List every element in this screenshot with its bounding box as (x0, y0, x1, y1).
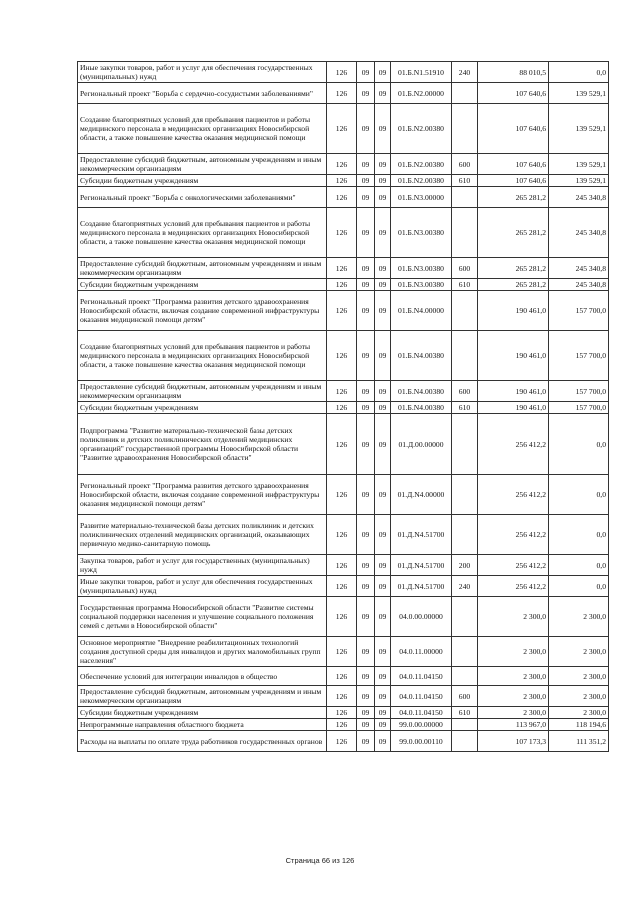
subsection-code: 09 (375, 279, 391, 291)
amount-year-2: 2 300,0 (549, 597, 609, 637)
row-name: Развитие материально-технической базы детских поликлиник и детских поликлинических отделений медицинских организаций, оказывающих первичную медико-санитарную помощь (78, 515, 327, 555)
amount-year-2: 139 529,1 (549, 154, 609, 175)
expense-type-code: 600 (452, 381, 478, 402)
grbs-code: 126 (327, 291, 357, 331)
grbs-code: 126 (327, 175, 357, 187)
amount-year-2: 2 300,0 (549, 637, 609, 667)
expense-type-code: 600 (452, 258, 478, 279)
grbs-code: 126 (327, 414, 357, 475)
table-row (78, 555, 609, 576)
table-body (78, 62, 609, 752)
expense-type-code: 610 (452, 175, 478, 187)
section-code: 09 (357, 637, 375, 667)
expense-type-code (452, 291, 478, 331)
table-row (78, 597, 609, 637)
target-article-code: 01.Б.N2.00380 (391, 154, 452, 175)
table-row (78, 414, 609, 475)
expense-type-code (452, 597, 478, 637)
amount-year-2: 139 529,1 (549, 175, 609, 187)
amount-year-1: 190 461,0 (478, 291, 549, 331)
grbs-code: 126 (327, 104, 357, 154)
target-article-code: 04.0.11.04150 (391, 667, 452, 686)
section-code: 09 (357, 597, 375, 637)
amount-year-1: 113 967,0 (478, 719, 549, 731)
table-row (78, 187, 609, 208)
target-article-code: 99.0.00.00110 (391, 731, 452, 752)
row-name: Региональный проект "Программа развития детского здравоохранения Новосибирской области, включая создание современной инфраструктуры оказания медицинской помощи детям" (78, 475, 327, 515)
row-name: Закупка товаров, работ и услуг для государственных (муниципальных) нужд (78, 555, 327, 576)
section-code: 09 (357, 258, 375, 279)
section-code: 09 (357, 62, 375, 83)
subsection-code: 09 (375, 187, 391, 208)
table-row (78, 331, 609, 381)
grbs-code: 126 (327, 576, 357, 597)
grbs-code: 126 (327, 707, 357, 719)
expense-type-code (452, 187, 478, 208)
amount-year-1: 256 412,2 (478, 475, 549, 515)
amount-year-2: 157 700,0 (549, 331, 609, 381)
amount-year-2: 0,0 (549, 515, 609, 555)
target-article-code: 04.0.11.00000 (391, 637, 452, 667)
row-name: Иные закупки товаров, работ и услуг для обеспечения государственных (муниципальных) нужд (78, 576, 327, 597)
subsection-code: 09 (375, 331, 391, 381)
subsection-code: 09 (375, 555, 391, 576)
expense-type-code (452, 104, 478, 154)
grbs-code: 126 (327, 331, 357, 381)
amount-year-2: 0,0 (549, 555, 609, 576)
grbs-code: 126 (327, 154, 357, 175)
target-article-code: 01.Д.00.00000 (391, 414, 452, 475)
section-code: 09 (357, 475, 375, 515)
amount-year-1: 88 010,5 (478, 62, 549, 83)
amount-year-2: 245 340,8 (549, 208, 609, 258)
table-row (78, 279, 609, 291)
grbs-code: 126 (327, 515, 357, 555)
row-name: Создание благоприятных условий для пребывания пациентов и работы медицинского персонала в медицинских организациях Новосибирской области, а также повышение качества оказания медицинской помощи (78, 331, 327, 381)
section-code: 09 (357, 381, 375, 402)
target-article-code: 01.Б.N4.00380 (391, 402, 452, 414)
row-name: Предоставление субсидий бюджетным, автономным учреждениям и иным некоммерческим организациям (78, 686, 327, 707)
grbs-code: 126 (327, 381, 357, 402)
amount-year-2: 245 340,8 (549, 187, 609, 208)
section-code: 09 (357, 83, 375, 104)
amount-year-2: 2 300,0 (549, 707, 609, 719)
grbs-code: 126 (327, 62, 357, 83)
target-article-code: 01.Б.N1.51910 (391, 62, 452, 83)
amount-year-1: 2 300,0 (478, 686, 549, 707)
amount-year-2: 139 529,1 (549, 104, 609, 154)
subsection-code: 09 (375, 731, 391, 752)
subsection-code: 09 (375, 175, 391, 187)
section-code: 09 (357, 187, 375, 208)
row-name: Субсидии бюджетным учреждениям (78, 402, 327, 414)
grbs-code: 126 (327, 258, 357, 279)
expense-type-code: 610 (452, 707, 478, 719)
target-article-code: 01.Б.N3.00380 (391, 208, 452, 258)
row-name: Обеспечение условий для интеграции инвалидов в общество (78, 667, 327, 686)
target-article-code: 01.Б.N4.00380 (391, 331, 452, 381)
target-article-code: 01.Б.N2.00380 (391, 104, 452, 154)
table-row (78, 258, 609, 279)
expense-type-code (452, 719, 478, 731)
row-name: Субсидии бюджетным учреждениям (78, 175, 327, 187)
subsection-code: 09 (375, 208, 391, 258)
expense-type-code (452, 414, 478, 475)
subsection-code: 09 (375, 667, 391, 686)
subsection-code: 09 (375, 381, 391, 402)
grbs-code: 126 (327, 597, 357, 637)
section-code: 09 (357, 667, 375, 686)
row-name: Создание благоприятных условий для пребывания пациентов и работы медицинского персонала в медицинских организациях Новосибирской области, а также повышение качества оказания медицинской помощи (78, 104, 327, 154)
expense-type-code (452, 515, 478, 555)
row-name: Субсидии бюджетным учреждениям (78, 279, 327, 291)
target-article-code: 99.0.00.00000 (391, 719, 452, 731)
row-name: Предоставление субсидий бюджетным, автономным учреждениям и иным некоммерческим организациям (78, 258, 327, 279)
section-code: 09 (357, 402, 375, 414)
grbs-code: 126 (327, 187, 357, 208)
row-name: Непрограммные направления областного бюджета (78, 719, 327, 731)
grbs-code: 126 (327, 279, 357, 291)
grbs-code: 126 (327, 719, 357, 731)
table-row (78, 381, 609, 402)
subsection-code: 09 (375, 576, 391, 597)
amount-year-1: 256 412,2 (478, 414, 549, 475)
section-code: 09 (357, 104, 375, 154)
grbs-code: 126 (327, 686, 357, 707)
row-name: Создание благоприятных условий для пребывания пациентов и работы медицинского персонала в медицинских организациях Новосибирской области, а также повышение качества оказания медицинской помощи (78, 208, 327, 258)
amount-year-2: 0,0 (549, 414, 609, 475)
section-code: 09 (357, 154, 375, 175)
row-name: Государственная программа Новосибирской области "Развитие системы социальной поддержки населения и улучшение социального положения семей с детьми в Новосибирской области" (78, 597, 327, 637)
target-article-code: 01.Б.N3.00380 (391, 258, 452, 279)
target-article-code: 01.Б.N4.00380 (391, 381, 452, 402)
row-name: Расходы на выплаты по оплате труда работников государственных органов (78, 731, 327, 752)
amount-year-1: 2 300,0 (478, 637, 549, 667)
target-article-code: 01.Д.N4.51700 (391, 576, 452, 597)
grbs-code: 126 (327, 637, 357, 667)
target-article-code: 01.Б.N3.00380 (391, 279, 452, 291)
expense-type-code: 600 (452, 154, 478, 175)
target-article-code: 01.Д.N4.00000 (391, 475, 452, 515)
row-name: Региональный проект "Программа развития детского здравоохранения Новосибирской области, включая создание современной инфраструктуры оказания медицинской помощи детям" (78, 291, 327, 331)
expense-type-code: 200 (452, 555, 478, 576)
subsection-code: 09 (375, 597, 391, 637)
section-code: 09 (357, 719, 375, 731)
amount-year-2: 245 340,8 (549, 258, 609, 279)
expense-type-code (452, 331, 478, 381)
table-row (78, 175, 609, 187)
section-code: 09 (357, 731, 375, 752)
expense-type-code (452, 731, 478, 752)
amount-year-1: 190 461,0 (478, 402, 549, 414)
subsection-code: 09 (375, 402, 391, 414)
row-name: Субсидии бюджетным учреждениям (78, 707, 327, 719)
amount-year-2: 2 300,0 (549, 667, 609, 686)
expense-type-code (452, 637, 478, 667)
amount-year-2: 2 300,0 (549, 686, 609, 707)
amount-year-1: 256 412,2 (478, 576, 549, 597)
table-row (78, 576, 609, 597)
amount-year-1: 107 640,6 (478, 104, 549, 154)
table-row (78, 291, 609, 331)
amount-year-2: 0,0 (549, 576, 609, 597)
row-name: Иные закупки товаров, работ и услуг для обеспечения государственных (муниципальных) нужд (78, 62, 327, 83)
row-name: Подпрограмма "Развитие материально-технической базы детских поликлиник и детских поликлинических отделений медицинских организаций" государственной программы Новосибирской области "Развитие здравоохранения Новосибирской области" (78, 414, 327, 475)
target-article-code: 04.0.11.04150 (391, 707, 452, 719)
amount-year-2: 157 700,0 (549, 291, 609, 331)
table-row (78, 707, 609, 719)
grbs-code: 126 (327, 208, 357, 258)
table-row (78, 686, 609, 707)
section-code: 09 (357, 208, 375, 258)
amount-year-1: 265 281,2 (478, 187, 549, 208)
row-name: Региональный проект "Борьба с сердечно-сосудистыми заболеваниями" (78, 83, 327, 104)
grbs-code: 126 (327, 731, 357, 752)
subsection-code: 09 (375, 291, 391, 331)
section-code: 09 (357, 331, 375, 381)
amount-year-1: 265 281,2 (478, 258, 549, 279)
expense-type-code (452, 475, 478, 515)
subsection-code: 09 (375, 707, 391, 719)
grbs-code: 126 (327, 83, 357, 104)
section-code: 09 (357, 576, 375, 597)
grbs-code: 126 (327, 402, 357, 414)
amount-year-1: 2 300,0 (478, 597, 549, 637)
expense-type-code (452, 667, 478, 686)
subsection-code: 09 (375, 62, 391, 83)
subsection-code: 09 (375, 258, 391, 279)
subsection-code: 09 (375, 686, 391, 707)
amount-year-1: 107 173,3 (478, 731, 549, 752)
expense-type-code: 240 (452, 62, 478, 83)
expense-type-code: 610 (452, 279, 478, 291)
amount-year-1: 265 281,2 (478, 208, 549, 258)
amount-year-2: 0,0 (549, 475, 609, 515)
table-row (78, 208, 609, 258)
section-code: 09 (357, 555, 375, 576)
amount-year-2: 157 700,0 (549, 402, 609, 414)
target-article-code: 01.Д.N4.51700 (391, 515, 452, 555)
section-code: 09 (357, 686, 375, 707)
subsection-code: 09 (375, 154, 391, 175)
amount-year-1: 256 412,2 (478, 555, 549, 576)
target-article-code: 01.Б.N2.00380 (391, 175, 452, 187)
table-row (78, 667, 609, 686)
grbs-code: 126 (327, 475, 357, 515)
table-row (78, 104, 609, 154)
amount-year-1: 256 412,2 (478, 515, 549, 555)
budget-table (77, 61, 609, 752)
table-row (78, 637, 609, 667)
subsection-code: 09 (375, 515, 391, 555)
amount-year-1: 2 300,0 (478, 667, 549, 686)
section-code: 09 (357, 279, 375, 291)
expense-type-code (452, 208, 478, 258)
amount-year-1: 2 300,0 (478, 707, 549, 719)
target-article-code: 04.0.00.00000 (391, 597, 452, 637)
expense-type-code: 240 (452, 576, 478, 597)
table-row (78, 62, 609, 83)
table-row (78, 731, 609, 752)
table-row (78, 83, 609, 104)
subsection-code: 09 (375, 637, 391, 667)
grbs-code: 126 (327, 667, 357, 686)
subsection-code: 09 (375, 719, 391, 731)
table-row (78, 154, 609, 175)
subsection-code: 09 (375, 414, 391, 475)
grbs-code: 126 (327, 555, 357, 576)
amount-year-2: 0,0 (549, 62, 609, 83)
section-code: 09 (357, 515, 375, 555)
target-article-code: 01.Б.N4.00000 (391, 291, 452, 331)
amount-year-1: 107 640,6 (478, 175, 549, 187)
section-code: 09 (357, 175, 375, 187)
section-code: 09 (357, 291, 375, 331)
amount-year-1: 107 640,6 (478, 154, 549, 175)
row-name: Предоставление субсидий бюджетным, автономным учреждениям и иным некоммерческим организациям (78, 154, 327, 175)
table-row (78, 515, 609, 555)
expense-type-code: 610 (452, 402, 478, 414)
amount-year-2: 157 700,0 (549, 381, 609, 402)
row-name: Основное мероприятие "Внедрение реабилитационных технологий создания доступной среды для инвалидов и других маломобильных групп населения" (78, 637, 327, 667)
subsection-code: 09 (375, 83, 391, 104)
expense-type-code (452, 83, 478, 104)
table-row (78, 402, 609, 414)
amount-year-1: 265 281,2 (478, 279, 549, 291)
amount-year-1: 190 461,0 (478, 331, 549, 381)
page-number: Страница 66 из 126 (285, 856, 355, 865)
section-code: 09 (357, 707, 375, 719)
row-name: Региональный проект "Борьба с онкологическими заболеваниями" (78, 187, 327, 208)
target-article-code: 01.Б.N3.00000 (391, 187, 452, 208)
amount-year-2: 245 340,8 (549, 279, 609, 291)
amount-year-2: 118 194,6 (549, 719, 609, 731)
section-code: 09 (357, 414, 375, 475)
table-row (78, 719, 609, 731)
subsection-code: 09 (375, 104, 391, 154)
table-row (78, 475, 609, 515)
amount-year-2: 111 351,2 (549, 731, 609, 752)
amount-year-1: 107 640,6 (478, 83, 549, 104)
amount-year-1: 190 461,0 (478, 381, 549, 402)
target-article-code: 04.0.11.04150 (391, 686, 452, 707)
amount-year-2: 139 529,1 (549, 83, 609, 104)
expense-type-code: 600 (452, 686, 478, 707)
row-name: Предоставление субсидий бюджетным, автономным учреждениям и иным некоммерческим организациям (78, 381, 327, 402)
target-article-code: 01.Д.N4.51700 (391, 555, 452, 576)
subsection-code: 09 (375, 475, 391, 515)
target-article-code: 01.Б.N2.00000 (391, 83, 452, 104)
